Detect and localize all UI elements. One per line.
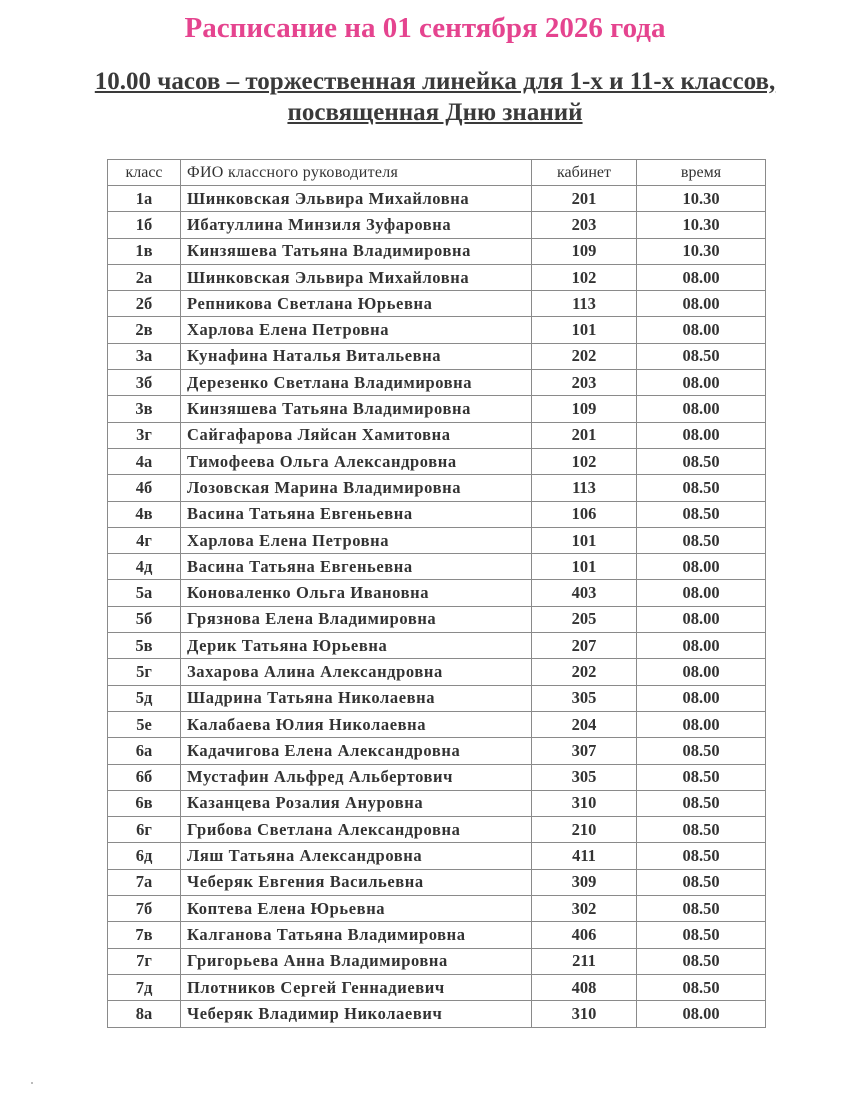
cell-room: 201: [532, 422, 637, 448]
cell-time: 08.50: [637, 527, 766, 553]
cell-teacher: Васина Татьяна Евгеньевна: [181, 501, 532, 527]
cell-teacher: Кадачигова Елена Александровна: [181, 738, 532, 764]
table-row: [108, 738, 766, 764]
cell-time: 08.50: [637, 738, 766, 764]
table-row: [108, 343, 766, 369]
cell-teacher: Мустафин Альфред Альбертович: [181, 764, 532, 790]
cell-teacher: Васина Татьяна Евгеньевна: [181, 554, 532, 580]
cell-class: 6г: [108, 817, 181, 843]
cell-class: 1в: [108, 238, 181, 264]
cell-class: 5д: [108, 685, 181, 711]
column-header-room: кабинет: [532, 160, 637, 186]
page-subtitle: 10.00 часов – торжественная линейка для 1-х и 11-х классов, посвященная Дню знаний: [94, 68, 776, 126]
cell-room: 309: [532, 869, 637, 895]
table-row: [108, 186, 766, 212]
cell-time: 08.00: [637, 291, 766, 317]
table-row: [108, 633, 766, 659]
cell-class: 7в: [108, 922, 181, 948]
cell-time: 08.00: [637, 370, 766, 396]
cell-teacher: Григорьева Анна Владимировна: [181, 948, 532, 974]
cell-class: 7д: [108, 974, 181, 1000]
cell-class: 5в: [108, 633, 181, 659]
cell-time: 08.00: [637, 711, 766, 737]
table-row: [108, 606, 766, 632]
table-row: [108, 922, 766, 948]
cell-teacher: Шинковская Эльвира Михайловна: [181, 264, 532, 290]
cell-time: 08.00: [637, 396, 766, 422]
table-row: [108, 212, 766, 238]
table-header: [108, 160, 766, 186]
cell-class: 7г: [108, 948, 181, 974]
cell-time: 08.50: [637, 764, 766, 790]
table-row: [108, 238, 766, 264]
cell-class: 5а: [108, 580, 181, 606]
table-row: [108, 764, 766, 790]
cell-class: 6в: [108, 790, 181, 816]
cell-time: 08.00: [637, 1001, 766, 1027]
cell-room: 109: [532, 238, 637, 264]
cell-teacher: Чеберяк Владимир Николаевич: [181, 1001, 532, 1027]
table-row: [108, 580, 766, 606]
cell-room: 302: [532, 896, 637, 922]
cell-class: 4в: [108, 501, 181, 527]
cell-room: 102: [532, 264, 637, 290]
cell-teacher: Калабаева Юлия Николаевна: [181, 711, 532, 737]
cell-room: 203: [532, 212, 637, 238]
cell-room: 113: [532, 291, 637, 317]
cell-time: 08.50: [637, 974, 766, 1000]
cell-time: 08.00: [637, 580, 766, 606]
table-row: [108, 1001, 766, 1027]
cell-teacher: Казанцева Розалия Ануровна: [181, 790, 532, 816]
cell-teacher: Ибатуллина Минзиля Зуфаровна: [181, 212, 532, 238]
cell-teacher: Тимофеева Ольга Александровна: [181, 448, 532, 474]
cell-class: 5е: [108, 711, 181, 737]
table-row: [108, 527, 766, 553]
table-row: [108, 396, 766, 422]
cell-teacher: Шадрина Татьяна Николаевна: [181, 685, 532, 711]
cell-teacher: Лозовская Марина Владимировна: [181, 475, 532, 501]
cell-class: 3а: [108, 343, 181, 369]
cell-room: 411: [532, 843, 637, 869]
cell-time: 08.50: [637, 843, 766, 869]
table-row: [108, 790, 766, 816]
cell-teacher: Дерик Татьяна Юрьевна: [181, 633, 532, 659]
cell-room: 201: [532, 186, 637, 212]
cell-class: 4д: [108, 554, 181, 580]
scan-speck: [31, 1082, 33, 1084]
table-row: [108, 448, 766, 474]
cell-room: 310: [532, 790, 637, 816]
cell-room: 205: [532, 606, 637, 632]
cell-room: 310: [532, 1001, 637, 1027]
cell-room: 101: [532, 554, 637, 580]
cell-teacher: Коптева Елена Юрьевна: [181, 896, 532, 922]
cell-room: 307: [532, 738, 637, 764]
column-header-teacher: ФИО классного руководителя: [181, 160, 532, 186]
cell-class: 1б: [108, 212, 181, 238]
cell-teacher: Грязнова Елена Владимировна: [181, 606, 532, 632]
cell-room: 102: [532, 448, 637, 474]
cell-time: 08.00: [637, 606, 766, 632]
cell-room: 408: [532, 974, 637, 1000]
cell-class: 6б: [108, 764, 181, 790]
cell-class: 6а: [108, 738, 181, 764]
cell-teacher: Захарова Алина Александровна: [181, 659, 532, 685]
cell-time: 08.00: [637, 422, 766, 448]
table-row: [108, 685, 766, 711]
table-row: [108, 974, 766, 1000]
cell-time: 08.50: [637, 896, 766, 922]
cell-time: 08.50: [637, 948, 766, 974]
cell-teacher: Калганова Татьяна Владимировна: [181, 922, 532, 948]
table-row: [108, 422, 766, 448]
cell-time: 10.30: [637, 238, 766, 264]
cell-room: 101: [532, 527, 637, 553]
cell-teacher: Кинзяшева Татьяна Владимировна: [181, 238, 532, 264]
cell-room: 202: [532, 343, 637, 369]
cell-time: 10.30: [637, 186, 766, 212]
cell-room: 109: [532, 396, 637, 422]
cell-room: 204: [532, 711, 637, 737]
table-row: [108, 554, 766, 580]
cell-teacher: Чеберяк Евгения Васильевна: [181, 869, 532, 895]
cell-teacher: Дерезенко Светлана Владимировна: [181, 370, 532, 396]
cell-room: 406: [532, 922, 637, 948]
cell-teacher: Харлова Елена Петровна: [181, 527, 532, 553]
table-row: [108, 948, 766, 974]
table-row: [108, 659, 766, 685]
table-row: [108, 501, 766, 527]
table-row: [108, 317, 766, 343]
cell-teacher: Кинзяшева Татьяна Владимировна: [181, 396, 532, 422]
table-row: [108, 843, 766, 869]
page-title: Расписание на 01 сентября 2026 года: [184, 12, 666, 44]
cell-class: 2а: [108, 264, 181, 290]
cell-time: 08.00: [637, 554, 766, 580]
cell-time: 08.50: [637, 922, 766, 948]
cell-class: 3г: [108, 422, 181, 448]
cell-room: 106: [532, 501, 637, 527]
cell-time: 08.00: [637, 659, 766, 685]
cell-class: 3б: [108, 370, 181, 396]
cell-teacher: Сайгафарова Ляйсан Хамитовна: [181, 422, 532, 448]
cell-class: 6д: [108, 843, 181, 869]
cell-room: 113: [532, 475, 637, 501]
cell-room: 305: [532, 685, 637, 711]
cell-class: 1а: [108, 186, 181, 212]
cell-class: 4а: [108, 448, 181, 474]
cell-class: 5б: [108, 606, 181, 632]
cell-class: 3в: [108, 396, 181, 422]
cell-time: 08.50: [637, 869, 766, 895]
table-row: [108, 711, 766, 737]
cell-class: 8а: [108, 1001, 181, 1027]
table-row: [108, 264, 766, 290]
cell-time: 08.00: [637, 685, 766, 711]
cell-room: 305: [532, 764, 637, 790]
cell-time: 08.50: [637, 475, 766, 501]
cell-class: 4б: [108, 475, 181, 501]
cell-class: 7а: [108, 869, 181, 895]
table-header-row: [108, 160, 766, 186]
cell-teacher: Репникова Светлана Юрьевна: [181, 291, 532, 317]
cell-teacher: Харлова Елена Петровна: [181, 317, 532, 343]
cell-room: 203: [532, 370, 637, 396]
cell-room: 202: [532, 659, 637, 685]
cell-room: 211: [532, 948, 637, 974]
cell-teacher: Грибова Светлана Александровна: [181, 817, 532, 843]
cell-teacher: Коноваленко Ольга Ивановна: [181, 580, 532, 606]
table-row: [108, 370, 766, 396]
cell-teacher: Ляш Татьяна Александровна: [181, 843, 532, 869]
table-row: [108, 291, 766, 317]
cell-teacher: Кунафина Наталья Витальевна: [181, 343, 532, 369]
cell-class: 5г: [108, 659, 181, 685]
cell-room: 207: [532, 633, 637, 659]
cell-class: 2в: [108, 317, 181, 343]
cell-class: 7б: [108, 896, 181, 922]
table-row: [108, 869, 766, 895]
schedule-table: [107, 159, 766, 1028]
cell-time: 08.50: [637, 501, 766, 527]
cell-teacher: Шинковская Эльвира Михайловна: [181, 186, 532, 212]
cell-time: 08.50: [637, 790, 766, 816]
table-row: [108, 896, 766, 922]
table-body: [108, 186, 766, 1028]
cell-class: 2б: [108, 291, 181, 317]
cell-teacher: Плотников Сергей Геннадиевич: [181, 974, 532, 1000]
cell-room: 210: [532, 817, 637, 843]
cell-room: 403: [532, 580, 637, 606]
cell-time: 08.00: [637, 633, 766, 659]
column-header-class: класс: [108, 160, 181, 186]
table-row: [108, 817, 766, 843]
table-row: [108, 475, 766, 501]
cell-time: 08.00: [637, 264, 766, 290]
column-header-time: время: [637, 160, 766, 186]
cell-time: 10.30: [637, 212, 766, 238]
cell-class: 4г: [108, 527, 181, 553]
cell-room: 101: [532, 317, 637, 343]
cell-time: 08.00: [637, 317, 766, 343]
cell-time: 08.50: [637, 343, 766, 369]
cell-time: 08.50: [637, 448, 766, 474]
cell-time: 08.50: [637, 817, 766, 843]
